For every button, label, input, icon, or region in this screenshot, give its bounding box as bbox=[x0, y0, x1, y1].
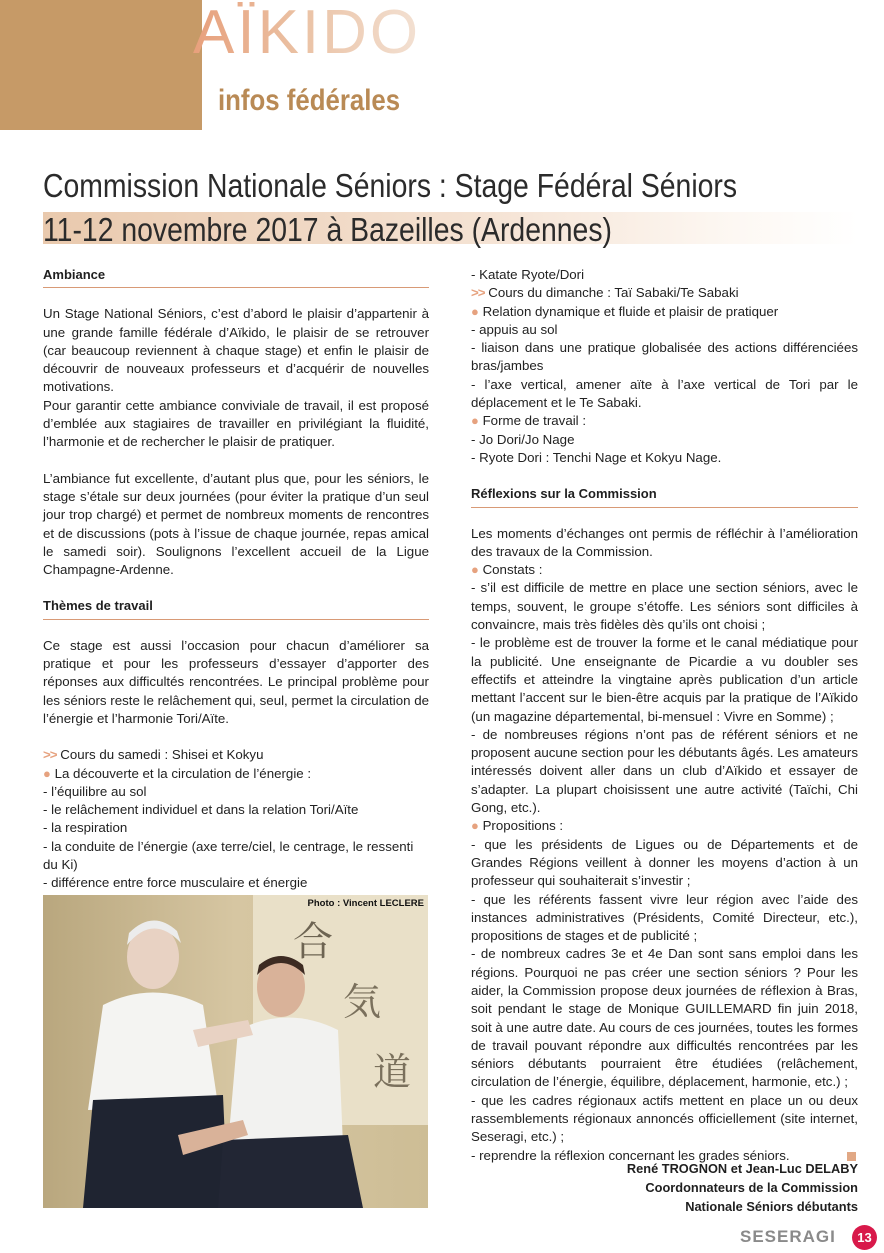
list-item: - appuis au sol bbox=[471, 321, 558, 337]
paragraph: Ce stage est aussi l’occasion pour chacun d’améliorer sa pratique et pour les professeurs d’essayer d’apporter des réponses aux difficultés rencontrées. Le principal problème pour les séniors reste le relâchement qui, seul, permet la circulation de l’énergie et l’harmonie Tori/Aïte. bbox=[43, 637, 429, 726]
list-item: >> Cours du samedi : Shisei et Kokyu bbox=[43, 747, 264, 763]
page-number-badge: 13 bbox=[852, 1225, 877, 1250]
list-item: ● La découverte et la circulation de l’énergie : bbox=[43, 765, 312, 781]
article-title: Commission Nationale Séniors : Stage Fédéral Séniors bbox=[43, 167, 738, 204]
paragraph: Pour garantir cette ambiance conviviale de travail, il est proposé d’emblée aux stagiaires de travailler en privilégiant la fluidité, l’harmonie et de rechercher le plaisir de pratiquer. bbox=[43, 397, 429, 450]
list-item: - liaison dans une pratique globalisée des actions différenciées bras/jambes bbox=[471, 340, 858, 374]
list-item: ● Forme de travail : bbox=[471, 413, 587, 429]
bullet-icon: ● bbox=[471, 303, 479, 319]
seseragi-logo: SESERAGI bbox=[740, 1227, 836, 1246]
signature-role: Nationale Séniors débutants bbox=[685, 1199, 858, 1214]
paragraph: Les moments d’échanges ont permis de réfléchir à l’amélioration des travaux de la Commission. bbox=[471, 525, 858, 559]
article-subtitle: 11-12 novembre 2017 à Bazeilles (Ardennes) bbox=[43, 211, 612, 248]
svg-text:合: 合 bbox=[293, 919, 333, 965]
bullet-icon: ● bbox=[43, 765, 51, 781]
list-item: - le relâchement individuel et dans la relation Tori/Aïte bbox=[43, 802, 359, 818]
list-item: - que les référents fassent vivre leur région avec l’aide des instances administratives (Présidents, Comité Directeur, etc.), propositions de stages et de publicité ; bbox=[471, 891, 858, 944]
list-item: - de nombreuses régions n’ont pas de référent séniors et ne proposent aucune section pour les débutants âgés. Les amateurs intéressés doivent aller dans un club d’Aïkido et essayer de s’adapter. La plupart choisissent une autre activité (Taïchi, Chi Gong, etc.). bbox=[471, 726, 858, 816]
list-item: - de nombreux cadres 3e et 4e Dan sont sans emploi dans les régions. Pourquoi ne pas créer une section séniors ? Pour les aider, la Commission propose deux journées de réflexion à Bras, soit pendant le stage de Monique GUILLEMARD fin juin 2018, soit à une autre date. Au cours de ces journées, toutes les formes de travail pouvant répondre aux difficultés rencontrées par les séniors débutants pourraient être étudiées (relâchement, circulation de l’énergie, équilibre, déplacement, harmonie, etc.) ; bbox=[471, 946, 858, 1090]
section-title: infos fédérales bbox=[218, 84, 401, 117]
list-item: - que les cadres régionaux actifs mettent en place un ou deux rassemblements régionaux annoncés officiellement (site internet, Seseragi, etc.) ; bbox=[471, 1092, 858, 1145]
list-item: - que les présidents de Ligues ou de Départements et de Grandes Régions veillent à donner les moyens d’action à un professeur qui souhaiterait s’investir ; bbox=[471, 836, 858, 889]
photo-credit: Photo : Vincent LECLERE bbox=[307, 898, 424, 909]
list-item: - reprendre la réflexion concernant les grades séniors. bbox=[471, 1147, 858, 1165]
signature-names: René TROGNON et Jean-Luc DELABY bbox=[626, 1161, 858, 1176]
list-item: ● Propositions : bbox=[471, 818, 564, 834]
list-item: - s’il est difficile de mettre en place une section séniors, avec le temps, souvent, le groupe s’étoffe. Les séniors sont difficiles à convaincre, mais très fidèles dès qu’ils ont choisi ; bbox=[471, 580, 858, 633]
list-item: - la conduite de l’énergie (axe terre/ciel, le centrage, le ressenti du Ki) bbox=[43, 838, 414, 873]
bullet-icon: ● bbox=[471, 562, 479, 578]
aikido-brand-title: AÏKIDO bbox=[193, 0, 422, 67]
list-item: - Jo Dori/Jo Nage bbox=[471, 431, 575, 447]
list-item: - le problème est de trouver la forme et le canal médiatique pour la publicité. Une enseignante de Picardie a vu doubler ses effectifs et atteindre la vingtaine après publication d’un article mettant l’accent sur le bien-être acquis par la pratique de l’Aïkido (un magazine départemental, bi-mensuel : Vivre en Somme) ; bbox=[471, 635, 858, 724]
bullet-icon: ● bbox=[471, 818, 479, 834]
list-item: - l’axe vertical, amener aïte à l’axe vertical de Tori par le déplacement et le Te Sabaki. bbox=[471, 376, 858, 411]
svg-text:気: 気 bbox=[343, 980, 382, 1024]
bullet-icon: ● bbox=[471, 413, 479, 429]
list-item: - Katate Ryote/Dori bbox=[471, 267, 585, 282]
svg-text:道: 道 bbox=[373, 1050, 412, 1094]
list-item: ● Relation dynamique et fluide et plaisir de pratiquer bbox=[471, 303, 779, 319]
aikido-practice-illustration bbox=[43, 895, 428, 1208]
heading-ambiance: Ambiance bbox=[43, 266, 429, 288]
list-item: >> Cours du dimanche : Taï Sabaki/Te Sabaki bbox=[471, 285, 739, 301]
paragraph: L’ambiance fut excellente, d’autant plus que, pour les séniors, le stage s’étale sur deux journées (pour éviter la pratique d’un seul jour trop chargé) et permet de nombreux moments de rencontres et de discussions (pots à l’issue de chaque journée, repas amical le samedi soir). Soulignons l’excellent accueil de la Ligue Champagne-Ardenne. bbox=[43, 470, 429, 578]
list-item: - la respiration bbox=[43, 820, 128, 836]
heading-reflexions: Réflexions sur la Commission bbox=[471, 485, 858, 507]
double-chevron-icon: >> bbox=[471, 285, 485, 301]
list-item: - Ryote Dori : Tenchi Nage et Kokyu Nage. bbox=[471, 449, 722, 465]
list-item: - différence entre force musculaire et énergie bbox=[43, 875, 308, 891]
signature-role: Coordonnateurs de la Commission bbox=[645, 1180, 858, 1195]
aikido-photo bbox=[43, 895, 428, 1208]
double-chevron-icon: >> bbox=[43, 747, 57, 763]
left-column bbox=[43, 266, 429, 929]
list-item: ● Constats : bbox=[471, 562, 543, 578]
paragraph: Un Stage National Séniors, c’est d’abord le plaisir d’appartenir à une grande famille fédérale d’Aïkido, le plaisir de se retrouver (car beaucoup reviennent à chaque stage) et enfin le plaisir de découvrir de nouveaux professeurs et d’acquérir de nouvelles motivations. bbox=[43, 306, 429, 395]
right-column bbox=[471, 266, 858, 1165]
signature bbox=[627, 1159, 858, 1216]
header-color-band bbox=[0, 0, 202, 130]
heading-themes: Thèmes de travail bbox=[43, 597, 429, 619]
list-item: - l’équilibre au sol bbox=[43, 783, 147, 799]
